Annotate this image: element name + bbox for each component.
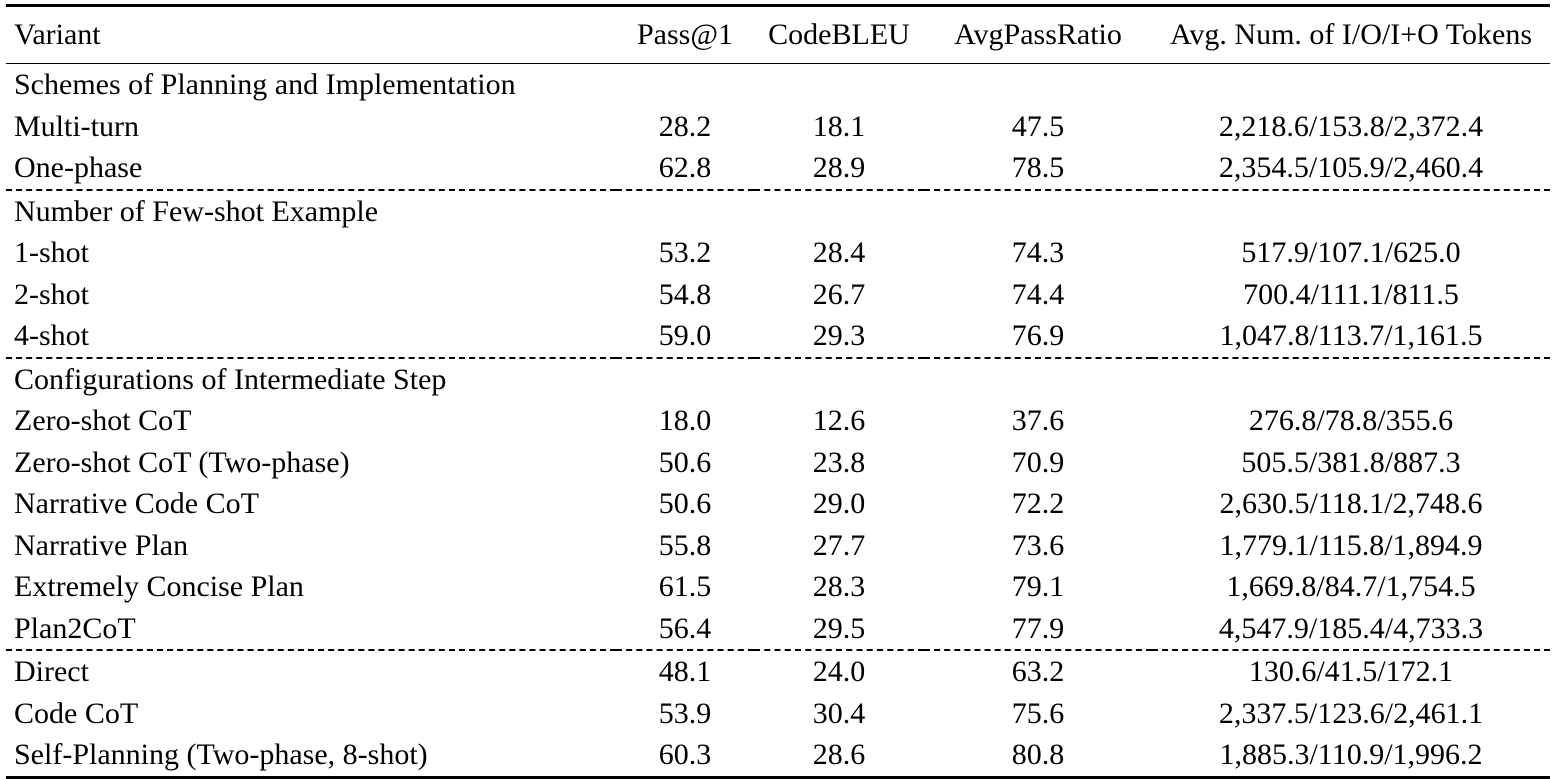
cell-pass: 59.0 <box>658 319 712 352</box>
cell-codebleu: 29.0 <box>812 487 866 520</box>
table-row <box>6 442 1550 484</box>
cell-variant: Multi-turn <box>14 109 139 143</box>
cell-ratio: 80.8 <box>1011 738 1065 771</box>
cell-ratio: 74.4 <box>1011 277 1065 311</box>
section-header-row <box>6 64 1550 106</box>
cell-ratio: 77.9 <box>1011 611 1065 645</box>
cell-variant: Plan2CoT <box>14 611 136 645</box>
cell-codebleu: 23.8 <box>812 445 866 479</box>
cell-variant: 1-shot <box>14 236 89 269</box>
table-row <box>6 106 1550 148</box>
cell-codebleu: 12.6 <box>812 404 866 437</box>
cell-tokens: 4,547.9/185.4/4,733.3 <box>1218 611 1484 645</box>
header-row <box>6 6 1550 64</box>
cell-variant: 2-shot <box>14 277 89 311</box>
cell-tokens: 517.9/107.1/625.0 <box>1241 236 1461 269</box>
section-header-row <box>6 358 1550 401</box>
cell-variant: Zero-shot CoT <box>14 404 192 437</box>
cell-pass: 56.4 <box>658 611 712 645</box>
cell-codebleu: 28.3 <box>812 570 866 603</box>
cell-variant: Code CoT <box>14 696 139 730</box>
cell-pass: 50.6 <box>658 445 712 479</box>
table-row <box>6 525 1550 567</box>
cell-codebleu: 26.7 <box>812 277 866 311</box>
cell-tokens: 2,630.5/118.1/2,748.6 <box>1219 487 1483 520</box>
cell-tokens: 2,337.5/123.6/2,461.1 <box>1218 696 1484 730</box>
cell-variant: One-phase <box>14 151 143 184</box>
cell-pass: 60.3 <box>658 738 712 771</box>
table-row <box>6 147 1550 190</box>
cell-variant: Extremely Concise Plan <box>14 570 304 603</box>
table-row <box>6 274 1550 316</box>
table-row <box>6 315 1550 358</box>
cell-variant: Narrative Plan <box>14 528 189 562</box>
cell-ratio: 76.9 <box>1011 319 1065 352</box>
cell-ratio: 72.2 <box>1011 487 1065 520</box>
cell-codebleu: 28.9 <box>812 151 866 184</box>
cell-tokens: 276.8/78.8/355.6 <box>1248 404 1454 437</box>
header-pass-at-1: Pass@1 <box>637 18 733 52</box>
cell-ratio: 79.1 <box>1011 570 1065 603</box>
cell-codebleu: 27.7 <box>812 528 866 562</box>
cell-pass: 53.2 <box>658 236 712 269</box>
table-row <box>6 650 1550 693</box>
cell-tokens: 2,218.6/153.8/2,372.4 <box>1218 109 1484 143</box>
table-row <box>6 566 1550 608</box>
cell-ratio: 37.6 <box>1011 404 1065 437</box>
table-row <box>6 734 1550 777</box>
table-row <box>6 608 1550 651</box>
table-body <box>6 64 1550 778</box>
cell-variant: 4-shot <box>14 319 89 352</box>
cell-ratio: 70.9 <box>1011 445 1065 479</box>
cell-tokens: 1,885.3/110.9/1,996.2 <box>1219 738 1483 771</box>
cell-codebleu: 28.6 <box>812 738 866 771</box>
header-variant: Variant <box>14 18 101 52</box>
header-codebleu: CodeBLEU <box>768 18 910 52</box>
table-row <box>6 483 1550 525</box>
cell-tokens: 505.5/381.8/887.3 <box>1241 445 1461 479</box>
cell-codebleu: 29.3 <box>812 319 866 352</box>
cell-codebleu: 18.1 <box>812 109 866 143</box>
cell-tokens: 2,354.5/105.9/2,460.4 <box>1218 151 1484 184</box>
cell-tokens: 1,669.8/84.7/1,754.5 <box>1226 570 1476 603</box>
ablation-table <box>6 4 1550 779</box>
section-title: Configurations of Intermediate Step <box>14 362 447 396</box>
cell-codebleu: 29.5 <box>812 611 866 645</box>
header-avg-tokens: Avg. Num. of I/O/I+O Tokens <box>1169 18 1532 52</box>
header-avgpassratio: AvgPassRatio <box>954 18 1122 52</box>
table-row <box>6 400 1550 442</box>
table-row <box>6 693 1550 735</box>
cell-ratio: 63.2 <box>1011 655 1065 688</box>
section-title: Number of Few-shot Example <box>14 194 379 228</box>
cell-pass: 54.8 <box>658 277 712 311</box>
cell-pass: 55.8 <box>658 528 712 562</box>
cell-codebleu: 30.4 <box>812 696 866 730</box>
cell-pass: 48.1 <box>658 655 712 688</box>
ablation-table-container <box>6 4 1550 779</box>
section-header-row <box>6 190 1550 233</box>
cell-tokens: 130.6/41.5/172.1 <box>1248 655 1454 688</box>
cell-pass: 53.9 <box>658 696 712 730</box>
cell-pass: 28.2 <box>658 109 712 143</box>
cell-ratio: 75.6 <box>1011 696 1065 730</box>
cell-pass: 62.8 <box>658 151 712 184</box>
cell-ratio: 73.6 <box>1011 528 1065 562</box>
cell-variant: Self-Planning (Two-phase, 8-shot) <box>14 738 428 771</box>
section-title: Schemes of Planning and Implementation <box>14 68 516 101</box>
cell-pass: 61.5 <box>658 570 712 603</box>
cell-codebleu: 24.0 <box>812 655 866 688</box>
cell-codebleu: 28.4 <box>812 236 866 269</box>
cell-variant: Direct <box>14 655 89 688</box>
cell-variant: Zero-shot CoT (Two-phase) <box>14 445 350 479</box>
cell-ratio: 47.5 <box>1011 109 1065 143</box>
cell-tokens: 1,047.8/113.7/1,161.5 <box>1219 319 1483 352</box>
cell-pass: 18.0 <box>658 404 712 437</box>
table-row <box>6 232 1550 274</box>
cell-variant: Narrative Code CoT <box>14 487 259 520</box>
cell-pass: 50.6 <box>658 487 712 520</box>
cell-tokens: 700.4/111.1/811.5 <box>1243 277 1459 311</box>
cell-tokens: 1,779.1/115.8/1,894.9 <box>1219 528 1483 562</box>
cell-ratio: 74.3 <box>1011 236 1065 269</box>
cell-ratio: 78.5 <box>1011 151 1065 184</box>
